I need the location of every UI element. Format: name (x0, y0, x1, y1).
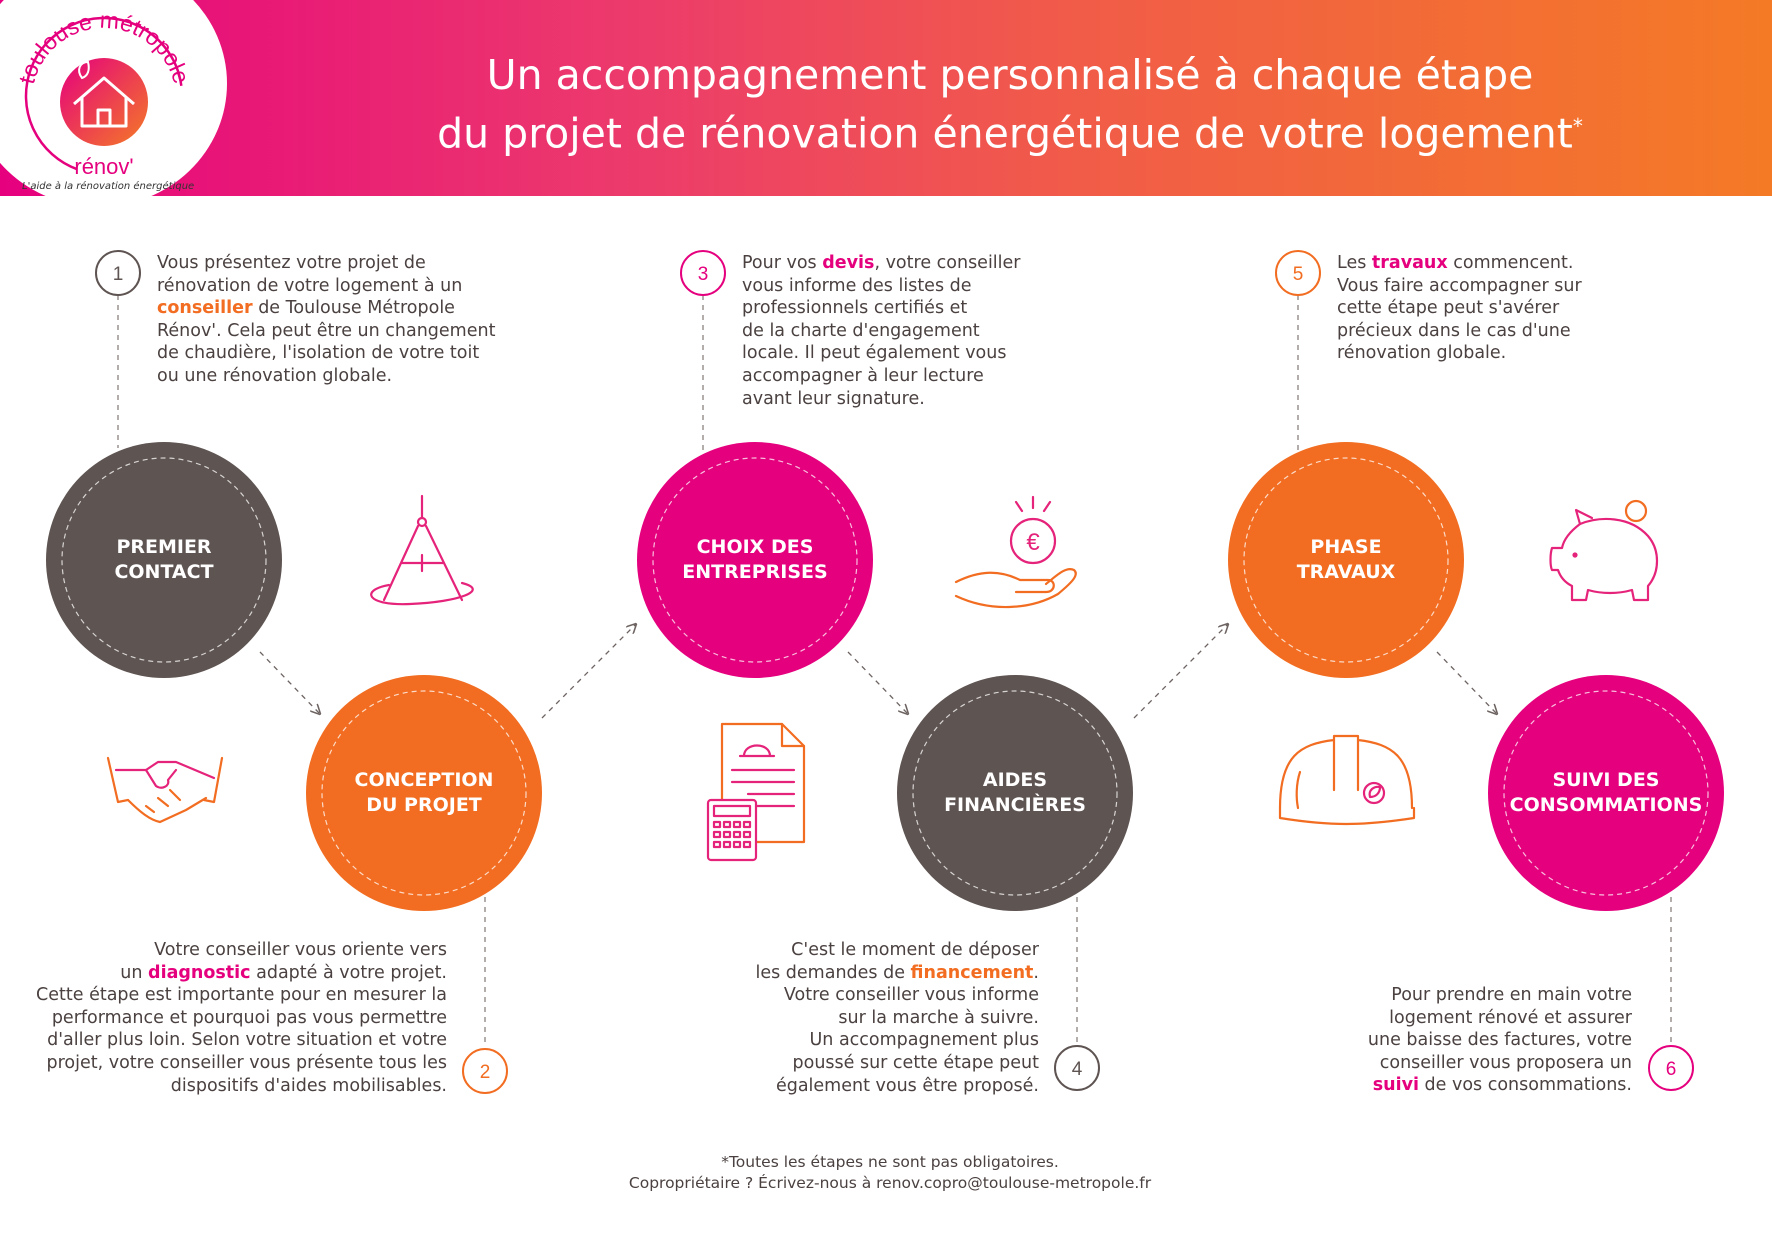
step-2-line: projet, votre conseiller vous présente tous les (46, 1052, 447, 1073)
step-6-description (1368, 984, 1632, 1097)
step-3-line: professionnels certifiés et (742, 298, 968, 319)
step-5-line: cette étape peut s'avérer (1337, 298, 1560, 319)
step-6-line: une baisse des factures, votre (1367, 1030, 1632, 1051)
compass-icon (371, 496, 473, 604)
step-3-line: accompagner à leur lecture (742, 365, 984, 386)
step-3-text: , votre conseiller (874, 253, 1021, 273)
highlight-diagnostic: diagnostic (148, 962, 251, 983)
step-5-line: rénovation globale. (1337, 343, 1507, 364)
arrow-3-4 (848, 652, 908, 714)
logo-tagline: L'aide à la rénovation énergétique (22, 181, 195, 192)
quote-calculator-icon (708, 724, 804, 860)
logo-product-text: rénov' (74, 154, 134, 179)
footer-contact: Copropriétaire ? Écrivez-nous à renov.copro@toulouse-metropole.fr (628, 1174, 1152, 1192)
title-asterisk: * (1572, 114, 1583, 138)
step-label-4-line2: FINANCIÈRES (944, 794, 1086, 816)
step-1-text: de Toulouse Métropole (252, 298, 455, 319)
step-label-2-line1: CONCEPTION (354, 769, 494, 791)
step-4-line: également vous être proposé. (775, 1075, 1039, 1096)
step-label-1 (64, 535, 264, 585)
step-label-4-line1: AIDES (982, 769, 1048, 791)
step-number-3: 3 (697, 264, 709, 285)
step-label-3 (655, 535, 855, 585)
step-number-6: 6 (1665, 1059, 1677, 1080)
step-4-line: sur la marche à suivre. (838, 1007, 1039, 1028)
highlight-travaux: travaux (1371, 253, 1448, 273)
highlight-financement: financement (910, 962, 1034, 983)
step-label-6-line1: SUIVI DES (1552, 769, 1660, 791)
step-1-line: Rénov'. Cela peut être un changement (157, 320, 496, 341)
highlight-devis: devis (822, 253, 875, 273)
step-1-line: Vous présentez votre projet de (157, 253, 426, 273)
step-2-line: Votre conseiller vous oriente vers (154, 940, 447, 960)
step-2-text: un (120, 962, 149, 983)
title-line-2-text: du projet de rénovation énergétique de votre logement (437, 109, 1573, 158)
step-3-line (742, 252, 1021, 275)
step-label-6-line2: CONSOMMATIONS (1509, 794, 1703, 816)
step-5-description (1337, 252, 1582, 365)
step-3-description (742, 252, 1021, 410)
step-label-2 (324, 768, 524, 818)
step-label-3-line1: CHOIX DES (696, 536, 814, 558)
step-2-text: adapté à votre projet. (250, 962, 447, 983)
step-3-line: locale. Il peut également vous (742, 343, 1007, 364)
step-3-line: vous informe des listes de (742, 275, 972, 296)
title-line-1: Un accompagnement personnalisé à chaque étape (486, 51, 1534, 99)
step-number-4: 4 (1071, 1059, 1083, 1080)
step-label-6 (1496, 768, 1716, 818)
piggy-bank-icon (1551, 501, 1658, 600)
step-label-5 (1246, 535, 1446, 585)
step-label-4 (915, 768, 1115, 818)
footer-note: *Toutes les étapes ne sont pas obligatoires. (721, 1153, 1059, 1171)
step-4-line: poussé sur cette étape peut (792, 1052, 1039, 1073)
arrow-1-2 (260, 652, 320, 714)
step-1-line: rénovation de votre logement à un (157, 275, 463, 296)
step-number-badge-2 (463, 1049, 507, 1093)
step-4-text: . (1033, 962, 1039, 983)
step-6-line (1368, 1074, 1632, 1097)
step-5-text: commencent. (1447, 253, 1574, 273)
arrow-5-6 (1437, 652, 1497, 714)
step-6-line: conseiller vous proposera un (1379, 1052, 1632, 1073)
step-4-line (756, 962, 1040, 985)
arrow-4-5 (1134, 624, 1228, 718)
step-2-line: performance et pourquoi pas vous permettre (51, 1007, 447, 1028)
step-number-badge-6 (1649, 1046, 1693, 1090)
hard-hat-icon (1280, 736, 1414, 824)
step-1-description (157, 252, 495, 388)
step-number-badge-1 (96, 251, 140, 295)
step-label-2-line2: DU PROJET (366, 794, 482, 816)
step-label-3-line2: ENTREPRISES (682, 561, 828, 583)
highlight-conseiller: conseiller (157, 298, 253, 319)
footer (540, 1152, 1240, 1194)
step-2-description (36, 939, 447, 1097)
step-label-1-line2: CONTACT (114, 561, 214, 583)
step-2-line: dispositifs d'aides mobilisables. (170, 1075, 447, 1096)
step-5-line (1337, 252, 1582, 275)
step-number-badge-4 (1055, 1046, 1099, 1090)
step-number-5: 5 (1292, 264, 1304, 285)
step-6-text: de vos consommations. (1418, 1075, 1632, 1096)
step-5-text: Les (1337, 253, 1372, 273)
step-number-2: 2 (479, 1062, 491, 1083)
step-number-1: 1 (112, 264, 124, 285)
step-6-line: Pour prendre en main votre (1391, 985, 1632, 1005)
highlight-suivi: suivi (1372, 1075, 1419, 1096)
step-1-line: ou une rénovation globale. (157, 365, 393, 386)
step-label-1-line1: PREMIER (116, 536, 212, 558)
step-6-line: logement rénové et assurer (1389, 1007, 1632, 1028)
step-1-line: de chaudière, l'isolation de votre toit (157, 343, 480, 364)
step-4-line: Un accompagnement plus (809, 1030, 1039, 1051)
step-1-line (157, 297, 495, 320)
step-3-text: Pour vos (742, 253, 823, 273)
step-number-badge-3 (681, 251, 725, 295)
step-3-line: de la charte d'engagement (742, 320, 980, 341)
handshake-icon (108, 758, 222, 822)
step-label-5-line2: TRAVAUX (1296, 561, 1396, 583)
euro-hand-icon (956, 497, 1076, 607)
step-label-5-line1: PHASE (1310, 536, 1382, 558)
logo-brand-text: toulouse métropole (13, 6, 195, 87)
step-3-line: avant leur signature. (742, 388, 925, 409)
step-4-description (756, 939, 1040, 1097)
step-2-line (36, 962, 447, 985)
svg-text:€: € (1026, 529, 1040, 556)
step-5-line: précieux dans le cas d'une (1337, 320, 1571, 341)
step-number-badge-5 (1276, 251, 1320, 295)
step-5-line: Vous faire accompagner sur (1337, 275, 1582, 296)
arrow-2-3 (542, 624, 636, 718)
step-2-line: Cette étape est importante pour en mesurer la (36, 985, 447, 1006)
step-4-line: Votre conseiller vous informe (783, 985, 1039, 1006)
step-4-line: C'est le moment de déposer (791, 940, 1039, 960)
step-2-line: d'aller plus loin. Selon votre situation et votre (47, 1030, 447, 1051)
step-4-text: les demandes de (755, 962, 911, 983)
